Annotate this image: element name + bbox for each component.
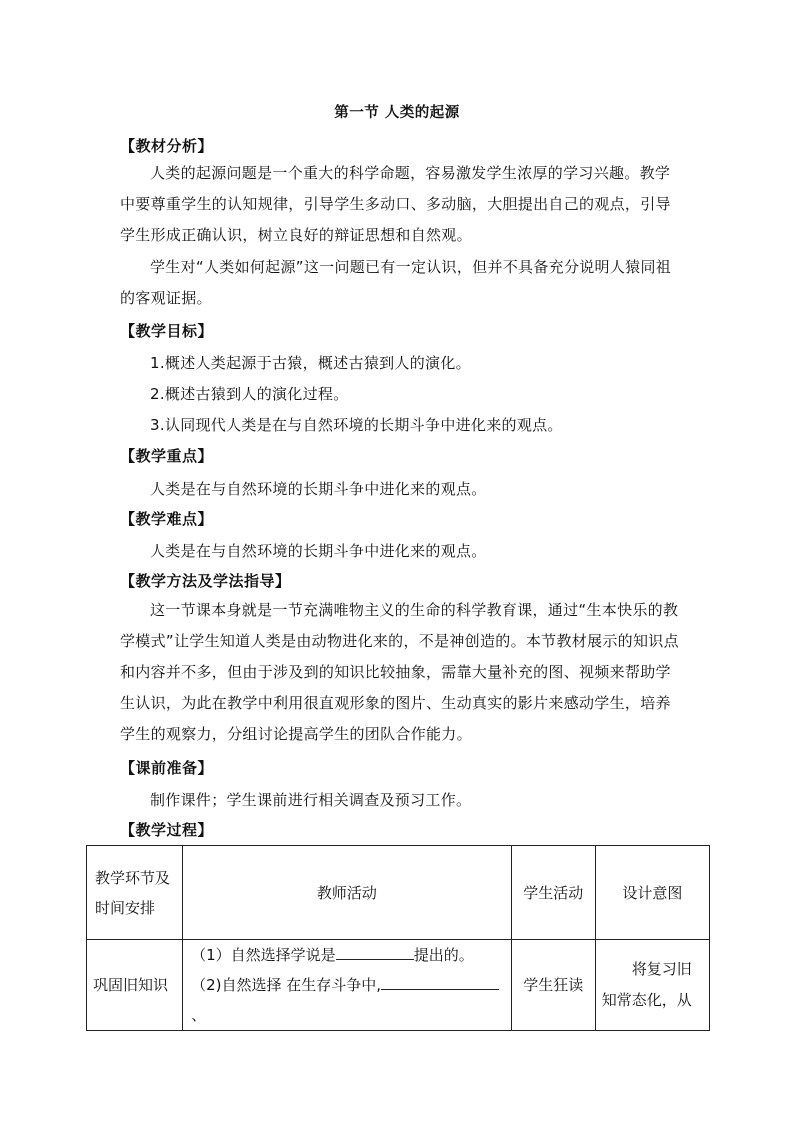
analysis-paragraph-2: 学生对“人类如何起源”这一问题已有一定认识，但并不具备充分说明人猿同祖的客观证据。	[120, 258, 672, 307]
cell-teacher-activity	[183, 940, 512, 1031]
table-row	[87, 940, 710, 1031]
teacher-line-1	[191, 940, 511, 970]
fill-in-blank-2	[381, 973, 499, 990]
fill-in-blank-1	[336, 943, 414, 960]
cell-stage: 巩固旧知识	[87, 940, 183, 1031]
difficulties-text: 人类是在与自然环境的长期斗争中进化来的观点。	[150, 542, 487, 560]
teacher-line-2-text-b: 、	[191, 1006, 207, 1024]
cell-design-intent	[595, 940, 709, 1031]
heading-textbook-analysis: 【教材分析】	[120, 137, 214, 155]
goal-item-2: 2.概述古猿到人的演化过程。	[150, 385, 349, 403]
cell-student-activity: 学生狂读	[511, 940, 595, 1031]
table-header-row	[87, 846, 710, 940]
heading-teaching-process: 【教学过程】	[120, 821, 214, 839]
heading-difficulties: 【教学难点】	[120, 510, 214, 528]
goal-item-1: 1.概述人类起源于古猿，概述古猿到人的演化。	[150, 354, 471, 372]
page-title: 第一节 人类的起源	[334, 105, 460, 121]
teacher-line-1-text-a: （1）自然选择学说是	[191, 946, 336, 964]
header-design-intent: 设计意图	[595, 846, 709, 940]
header-stage: 教学环节及时间安排	[87, 846, 183, 940]
key-points-text: 人类是在与自然环境的长期斗争中进化来的观点。	[150, 480, 487, 498]
heading-key-points: 【教学重点】	[120, 447, 214, 465]
design-intent-text: 将复习旧知常态化，从	[601, 960, 692, 1009]
goal-item-3: 3.认同现代人类是在与自然环境的长期斗争中进化来的观点。	[150, 416, 563, 434]
teaching-process-table	[86, 845, 710, 1031]
teacher-line-1-text-b: 提出的。	[413, 946, 474, 964]
analysis-paragraph-1: 人类的起源问题是一个重大的科学命题，容易激发学生浓厚的学习兴趣。教学中要尊重学生的认知规律，引导学生多动口、多动脑，大胆提出自己的观点，引导学生形成正确认识，树立良好的辩证思想和自然观。	[120, 164, 671, 244]
methods-paragraph: 这一节课本身就是一节充满唯物主义的生命的科学教育课，通过“生本快乐的教学模式”让学生知道人类是由动物进化来的，不是神创造的。本节教材展示的知识点和内容并不多，但由于涉及到的知识比较抽象，需靠大量补充的图、视频来帮助学生认识，为此在教学中利用很直观形象的图片、生动真实的影片来感动学生，培养学生的观察力，分组讨论提高学生的团队合作能力。	[120, 601, 679, 743]
heading-methods: 【教学方法及学法指导】	[120, 572, 291, 590]
header-student-activity: 学生活动	[511, 846, 595, 940]
heading-teaching-goals: 【教学目标】	[120, 322, 214, 340]
teacher-line-2	[191, 970, 511, 1030]
preparation-text: 制作课件；学生课前进行相关调查及预习工作。	[150, 791, 472, 809]
heading-preparation: 【课前准备】	[120, 759, 214, 777]
header-teacher-activity: 教师活动	[183, 846, 512, 940]
teacher-line-2-text-a: （2)自然选择 在生存斗争中,	[191, 976, 382, 994]
